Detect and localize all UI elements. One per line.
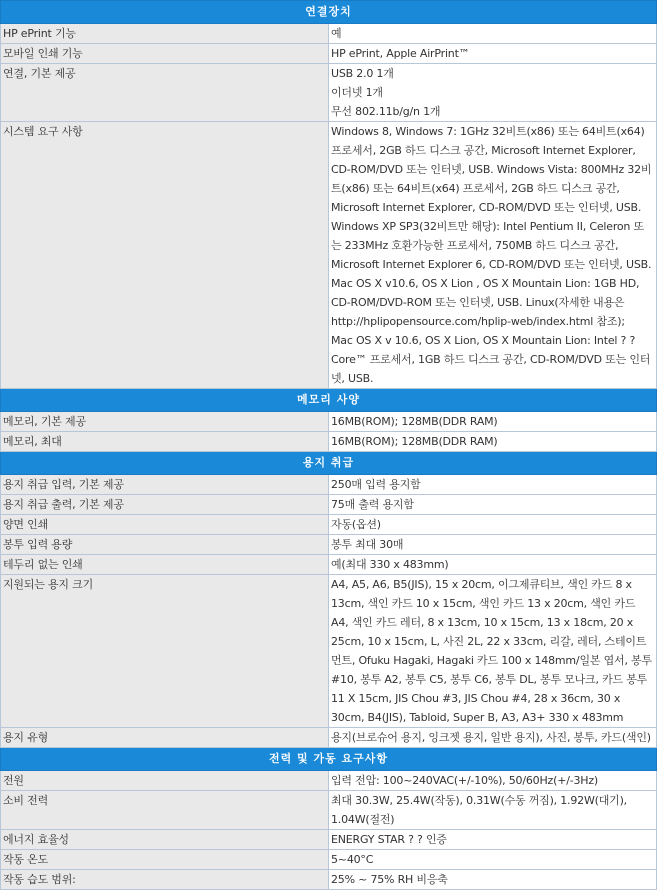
- spec-row: [1, 791, 657, 830]
- spec-value-line: HP ePrint, Apple AirPrint™: [331, 47, 470, 60]
- spec-value-line: 16MB(ROM); 128MB(DDR RAM): [331, 435, 498, 448]
- spec-label: 메모리, 기본 제공: [1, 412, 329, 432]
- spec-row: [1, 771, 657, 791]
- spec-value: [329, 791, 657, 830]
- spec-value: [329, 870, 657, 890]
- spec-table-body: [1, 1, 657, 890]
- spec-value: [329, 850, 657, 870]
- spec-label: 작동 온도: [1, 850, 329, 870]
- spec-value-line: 봉투 최대 30매: [331, 538, 404, 551]
- spec-value: [329, 515, 657, 535]
- spec-label: 에너지 효율성: [1, 830, 329, 850]
- spec-label: 용지 유형: [1, 728, 329, 748]
- spec-row: [1, 555, 657, 575]
- spec-value-line: 무선 802.11b/g/n 1개: [331, 105, 441, 118]
- spec-label: 양면 인쇄: [1, 515, 329, 535]
- spec-label: 연결, 기본 제공: [1, 64, 329, 122]
- spec-value-line: 예: [331, 27, 342, 40]
- section-header: [1, 1, 657, 24]
- spec-row: [1, 870, 657, 890]
- spec-label: 용지 취급 입력, 기본 제공: [1, 475, 329, 495]
- spec-value-line: 16MB(ROM); 128MB(DDR RAM): [331, 415, 498, 428]
- spec-row: [1, 24, 657, 44]
- spec-value: [329, 24, 657, 44]
- spec-value: [329, 575, 657, 728]
- spec-row: [1, 830, 657, 850]
- spec-row: [1, 64, 657, 122]
- spec-row: [1, 535, 657, 555]
- spec-value-line: 입력 전압: 100~240VAC(+/-10%), 50/60Hz(+/-3Hz): [331, 774, 599, 787]
- spec-label: 지원되는 용지 크기: [1, 575, 329, 728]
- spec-row: [1, 475, 657, 495]
- spec-value-line: 용지(브로슈어 용지, 잉크젯 용지, 일반 용지), 사진, 봉투, 카드(색인): [331, 731, 651, 744]
- spec-row: [1, 850, 657, 870]
- spec-label: HP ePrint 기능: [1, 24, 329, 44]
- spec-value: [329, 771, 657, 791]
- section-title: 연결장치: [1, 1, 657, 24]
- spec-value: [329, 432, 657, 452]
- spec-row: [1, 575, 657, 728]
- spec-value: [329, 64, 657, 122]
- spec-value: [329, 44, 657, 64]
- spec-value-line: A4, A5, A6, B5(JIS), 15 x 20cm, 이그제큐티브, 색인 카드 8 x 13cm, 색인 카드 10 x 15cm, 색인 카드 13 x 20cm, 색인 카드 A4, 색인 카드 레터, 8 x 13cm, 10 x 15cm, 13 x 18cm, 20 x 25cm, 10 x 15cm, L, 사진 2L, 22 x 33cm, 리갈, 레터, 스테이트먼트, Ofuku Hagaki, Hagaki 카드 100 x 148mm/일본 엽서, 봉투 #10, 봉투 A2, 봉투 C5, 봉투 C6, 봉투 DL, 봉투 모나크, 카드 봉투 11 X 15cm, JIS Chou #3, JIS Chou #4, 28 x 36cm, 30 x 30cm, B4(JIS), Tabloid, Super B, A3, A3+ 330 x 483mm: [331, 578, 652, 724]
- spec-value: [329, 475, 657, 495]
- spec-value: [329, 728, 657, 748]
- spec-value-line: Mac OS X v 10.6, OS X Lion, OS X Mountain Lion: Intel ? ? Core™ 프로세서, 1GB 하드 디스크 공간, CD-ROM/DVD 또는 인터넷, USB.: [331, 334, 651, 385]
- spec-value-line: 이더넷 1개: [331, 86, 383, 99]
- section-header: [1, 389, 657, 412]
- section-title: 메모리 사양: [1, 389, 657, 412]
- spec-value-line: Windows 8, Windows 7: 1GHz 32비트(x86) 또는 64비트(x64)프로세서, 2GB 하드 디스크 공간, Microsoft Internet Explorer, CD-ROM/DVD 또는 인터넷, USB. Windows Vista: 800MHz 32비트(x86) 또는 64비트(x64) 프로세서, 2GB 하드 디스크 공간, Microsoft Internet Explorer, CD-ROM/DVD 또는 인터넷, USB. Windows XP SP3(32비트만 해당): Intel Pentium II, Celeron 또는 233MHz 호환가능한 프로세서, 750MB 하드 디스크 공간, Microsoft Internet Explorer 6, CD-ROM/DVD 또는 인터넷, USB. Mac OS X v10.6, OS X Lion , OS X Mountain Lion: 1GB HD, CD-ROM/DVD-ROM 또는 인터넷, USB. Linux(자세한 내용은 http://hplipopensource.com/hplip-web/index.html 참조);: [331, 125, 652, 328]
- spec-row: [1, 515, 657, 535]
- spec-label: 용지 취급 출력, 기본 제공: [1, 495, 329, 515]
- spec-value: [329, 122, 657, 389]
- spec-value-line: 최대 30.3W, 25.4W(작동), 0.31W(수동 꺼짐), 1.92W(대기), 1.04W(절전): [331, 794, 627, 826]
- spec-value-line: 자동(옵션): [331, 518, 381, 531]
- spec-value-line: USB 2.0 1개: [331, 67, 394, 80]
- section-header: [1, 748, 657, 771]
- spec-value: [329, 412, 657, 432]
- spec-label: 봉투 입력 용량: [1, 535, 329, 555]
- spec-value-line: 예(최대 330 x 483mm): [331, 558, 449, 571]
- spec-value-line: 5~40°C: [331, 853, 374, 866]
- spec-label: 전원: [1, 771, 329, 791]
- spec-row: [1, 728, 657, 748]
- spec-value: [329, 830, 657, 850]
- spec-value: [329, 495, 657, 515]
- spec-label: 작동 습도 범위:: [1, 870, 329, 890]
- spec-value-line: 250매 입력 용지함: [331, 478, 421, 491]
- section-title: 용지 취급: [1, 452, 657, 475]
- spec-label: 메모리, 최대: [1, 432, 329, 452]
- spec-label: 시스템 요구 사항: [1, 122, 329, 389]
- spec-label: 모바일 인쇄 기능: [1, 44, 329, 64]
- spec-row: [1, 412, 657, 432]
- spec-value: [329, 555, 657, 575]
- spec-row: [1, 495, 657, 515]
- spec-row: [1, 432, 657, 452]
- spec-row: [1, 122, 657, 389]
- section-title: 전력 및 가동 요구사항: [1, 748, 657, 771]
- spec-value-line: 25% ~ 75% RH 비응축: [331, 873, 448, 886]
- spec-value-line: ENERGY STAR ? ? 인증: [331, 833, 447, 846]
- spec-value: [329, 535, 657, 555]
- section-header: [1, 452, 657, 475]
- spec-label: 테두리 없는 인쇄: [1, 555, 329, 575]
- spec-label: 소비 전력: [1, 791, 329, 830]
- spec-row: [1, 44, 657, 64]
- spec-value-line: 75매 출력 용지함: [331, 498, 414, 511]
